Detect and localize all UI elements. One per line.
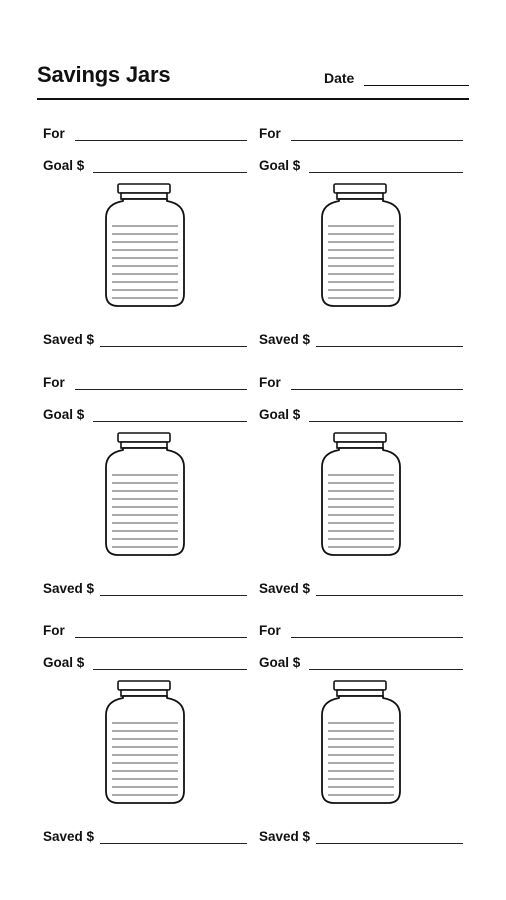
savings-jar-card [259,375,463,595]
for-field[interactable] [75,389,247,390]
goal-label: Goal $ [259,407,301,422]
page-header [37,60,469,102]
for-field[interactable] [75,637,247,638]
header-divider [37,98,469,100]
saved-field[interactable] [316,595,463,596]
for-label: For [43,126,65,141]
goal-field[interactable] [309,172,463,173]
for-label: For [259,623,281,638]
goal-label: Goal $ [43,407,85,422]
for-row [43,126,247,144]
saved-label: Saved $ [43,829,95,844]
for-label: For [43,623,65,638]
saved-row [43,581,247,599]
goal-field[interactable] [93,669,247,670]
for-row [43,375,247,393]
saved-field[interactable] [100,346,247,347]
saved-row [43,829,247,847]
jar-icon [104,182,186,308]
goal-row [43,158,247,176]
for-field[interactable] [291,389,463,390]
savings-jar-card [259,623,463,843]
goal-row [259,407,463,425]
for-row [43,623,247,641]
jar-icon [320,431,402,557]
goal-row [259,655,463,673]
savings-jar-card [43,623,247,843]
saved-field[interactable] [316,346,463,347]
saved-row [259,829,463,847]
page-title: Savings Jars [37,62,171,87]
for-label: For [259,126,281,141]
jar-icon [320,679,402,805]
saved-field[interactable] [100,843,247,844]
saved-row [259,332,463,350]
goal-field[interactable] [93,172,247,173]
saved-label: Saved $ [259,581,311,596]
jar-icon [104,431,186,557]
goal-label: Goal $ [43,655,85,670]
goal-label: Goal $ [259,655,301,670]
savings-jar-card [43,375,247,595]
saved-field[interactable] [100,595,247,596]
date-label: Date [324,70,355,86]
goal-label: Goal $ [43,158,85,173]
for-field[interactable] [291,140,463,141]
jar-icon [320,182,402,308]
goal-field[interactable] [93,421,247,422]
for-field[interactable] [291,637,463,638]
goal-field[interactable] [309,421,463,422]
jar-icon [104,679,186,805]
date-field[interactable] [364,85,469,86]
for-row [259,126,463,144]
for-row [259,623,463,641]
saved-label: Saved $ [43,581,95,596]
goal-row [259,158,463,176]
saved-label: Saved $ [43,332,95,347]
saved-label: Saved $ [259,829,311,844]
for-row [259,375,463,393]
goal-field[interactable] [309,669,463,670]
saved-row [43,332,247,350]
saved-row [259,581,463,599]
for-label: For [259,375,281,390]
goal-row [43,655,247,673]
for-label: For [43,375,65,390]
saved-label: Saved $ [259,332,311,347]
saved-field[interactable] [316,843,463,844]
for-field[interactable] [75,140,247,141]
goal-row [43,407,247,425]
goal-label: Goal $ [259,158,301,173]
savings-jar-card [43,126,247,346]
savings-jar-card [259,126,463,346]
